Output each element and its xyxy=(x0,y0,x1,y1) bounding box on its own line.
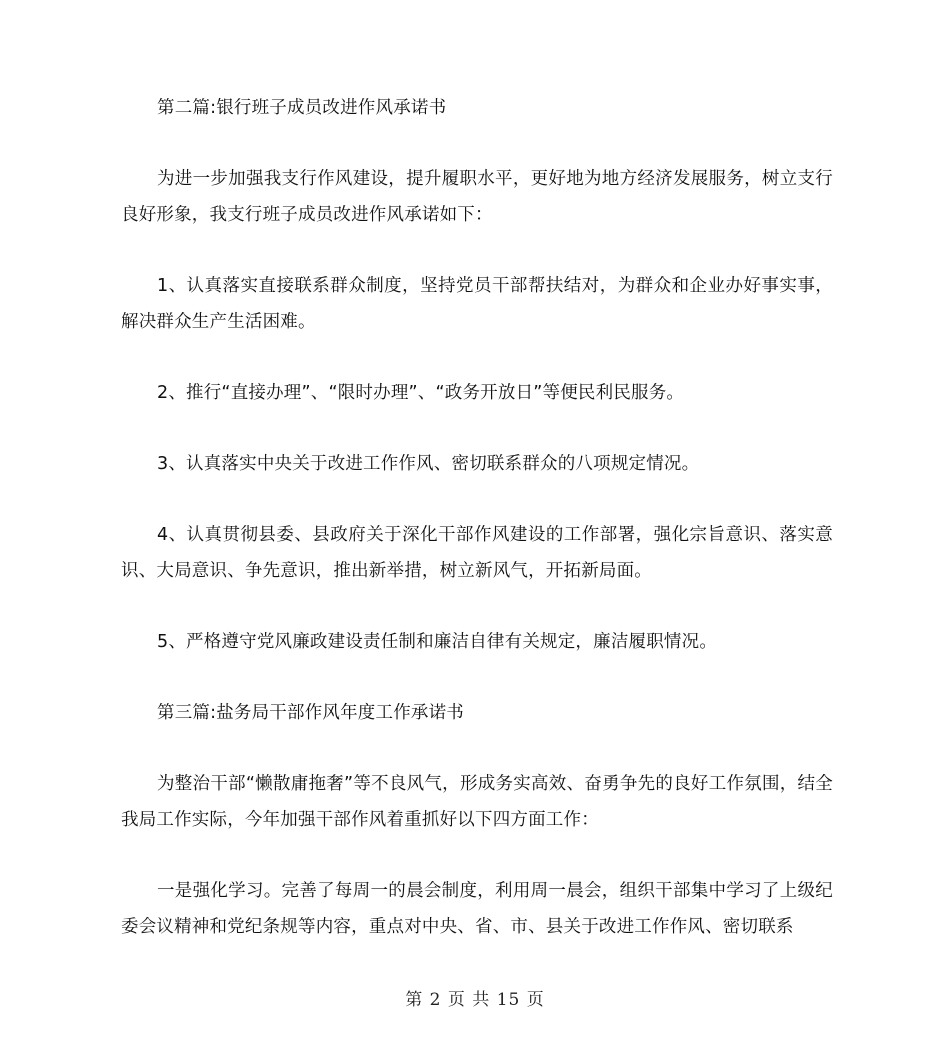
pledge-item-2: 2、推行“直接办理”、“限时办理”、“政务开放日”等便民利民服务。 xyxy=(157,383,685,403)
pledge-item-3: 3、认真落实中央关于改进工作作风、密切联系群众的八项规定情况。 xyxy=(157,454,700,474)
paragraph-study: 一是强化学习。完善了每周一的晨会制度，利用周一晨会，组织干部集中学习了上级纪委会议精神和党纪条规等内容，重点对中央、省、市、县关于改进工作作风、密切联系 xyxy=(121,881,833,937)
pledge-item-1: 1、认真落实直接联系群众制度，坚持党员干部帮扶结对，为群众和企业办好事实事，解决群众生产生活困难。 xyxy=(121,276,833,332)
paragraph-intro-2: 为进一步加强我支行作风建设，提升履职水平，更好地为地方经济发展服务，树立支行良好形象，我支行班子成员改进作风承诺如下： xyxy=(121,169,833,225)
document-body xyxy=(121,90,833,945)
section-title-3: 第三篇:盐务局干部作风年度工作承诺书 xyxy=(157,703,464,723)
section-title-2: 第二篇:银行班子成员改进作风承诺书 xyxy=(157,98,447,118)
pledge-item-5: 5、严格遵守党风廉政建设责任制和廉洁自律有关规定，廉洁履职情况。 xyxy=(157,632,718,652)
pledge-item-4: 4、认真贯彻县委、县政府关于深化干部作风建设的工作部署，强化宗旨意识、落实意识、大局意识、争先意识，推出新举措，树立新风气，开拓新局面。 xyxy=(121,525,833,581)
paragraph-intro-3: 为整治干部“懒散庸拖奢”等不良风气，形成务实高效、奋勇争先的良好工作氛围，结全我局工作实际，今年加强干部作风着重抓好以下四方面工作： xyxy=(121,774,833,830)
page-number-footer: 第 2 页 共 15 页 xyxy=(405,990,545,1010)
